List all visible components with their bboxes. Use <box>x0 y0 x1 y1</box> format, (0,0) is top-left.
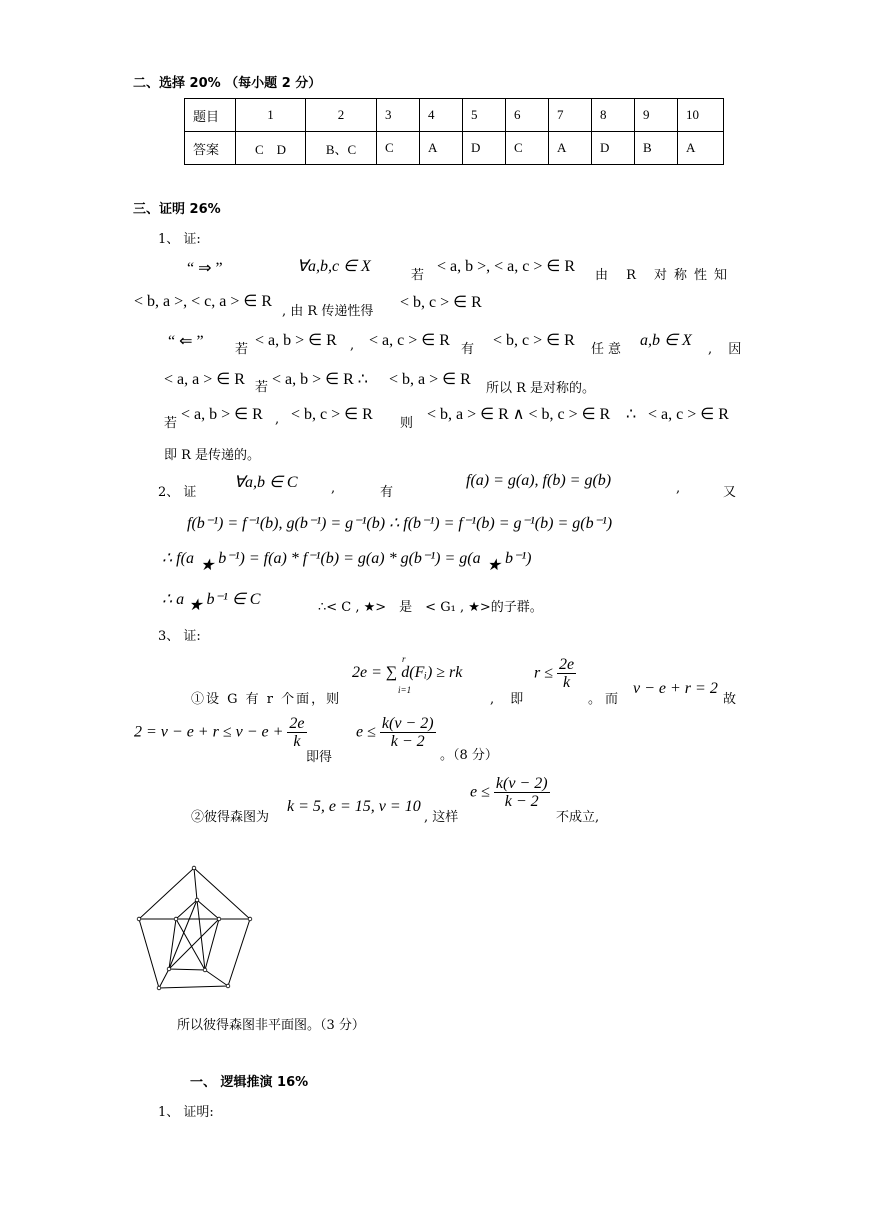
math-expression: ∀a,b,c ∈ X <box>297 258 371 275</box>
text: ∴< C , ★> 是 < G₁ , ★>的子群。 <box>318 600 543 615</box>
fraction-denominator: k − 2 <box>504 793 539 810</box>
answer-table <box>184 98 724 165</box>
table-cell: A <box>420 132 463 165</box>
table-row-label: 题目 <box>185 99 236 132</box>
text: 任意 <box>591 342 626 357</box>
table-cell: 10 <box>678 99 724 132</box>
math-expression: < a, b >, < a, c > ∈ R <box>437 258 576 275</box>
text: , 这样 <box>424 810 459 825</box>
star-icon: ★ <box>199 557 215 574</box>
fraction-denominator: k <box>293 733 301 750</box>
math-expression: < b, a > ∈ R ∧ < b, c > ∈ R <box>427 406 611 423</box>
text: 又 <box>723 485 737 500</box>
math-expression: < a, b > ∈ R <box>255 332 337 349</box>
text: 若 <box>235 342 249 357</box>
math-fragment: ∴ f(a <box>162 550 194 567</box>
table-cell: 3 <box>377 99 420 132</box>
math-expression: a,b ∈ X <box>640 332 692 349</box>
text: , 由 R 传递性得 <box>282 304 374 319</box>
table-cell: D <box>463 132 506 165</box>
fraction-denominator: k <box>563 674 571 691</box>
fraction-expression <box>534 656 576 691</box>
text: 。而 <box>588 692 623 707</box>
math-expression: < b, c > ∈ R <box>400 294 482 311</box>
math-expression <box>162 589 261 614</box>
table-cell: 8 <box>592 99 635 132</box>
text: , <box>676 481 681 496</box>
math-expression: f(a) = g(a), f(b) = g(b) <box>466 472 612 489</box>
text: 所以彼得森图非平面图。（3 分） <box>177 1018 365 1033</box>
math-expression: f(b⁻¹) = f⁻¹(b), g(b⁻¹) = g⁻¹(b) ∴ f(b⁻¹) = f⁻¹(b) = g⁻¹(b) = g(b⁻¹) <box>187 515 613 532</box>
table-cell: C <box>506 132 549 165</box>
fraction <box>287 715 306 750</box>
fraction-numerator: k(v − 2) <box>381 715 434 732</box>
sum-lower-limit: i=1 <box>398 685 412 695</box>
text: 有 <box>380 485 394 500</box>
fraction-numerator: 2e <box>559 656 575 673</box>
fraction-expression <box>470 775 550 810</box>
table-cell: D <box>592 132 635 165</box>
text: ②彼得森图为 <box>191 810 270 825</box>
table-cell: 1 <box>236 99 306 132</box>
math-expression: 2e = ∑ d(Fᵢ) ≥ rk <box>352 664 463 681</box>
math-expression: < b, a >, < c, a > ∈ R <box>134 293 273 310</box>
fraction-numerator: 2e <box>289 715 305 732</box>
table-cell: B <box>635 132 678 165</box>
section-3-heading: 三、证明 26% <box>133 202 221 217</box>
text: , <box>331 481 336 496</box>
sum-upper-limit: r <box>402 654 406 664</box>
text: , <box>275 412 280 427</box>
math-expression: < a, c > ∈ R <box>648 406 729 423</box>
text: 有 <box>461 342 475 357</box>
fraction-numerator: k(v − 2) <box>495 775 548 792</box>
text: 则 <box>400 416 414 431</box>
table-cell: 6 <box>506 99 549 132</box>
table-row-label: 答案 <box>185 132 236 165</box>
text: , 因 <box>708 342 748 357</box>
table-cell: 9 <box>635 99 678 132</box>
fraction <box>380 715 436 750</box>
star-icon: ★ <box>486 557 501 574</box>
math-expression: < b, c > ∈ R <box>493 332 575 349</box>
math-expression: < b, c > ∈ R <box>291 406 373 423</box>
text: , <box>350 338 355 353</box>
fraction-expression <box>356 715 436 750</box>
proof-2-label: 2、 证 <box>158 485 197 500</box>
math-fragment: ∴ a <box>162 591 185 608</box>
math-expression: ∀a,b ∈ C <box>234 474 298 491</box>
section-2-heading: 二、选择 20% （每小题 2 分） <box>133 76 322 91</box>
math-fragment: b⁻¹) <box>504 550 532 567</box>
math-fragment: r ≤ <box>534 664 554 682</box>
table-cell: C <box>377 132 420 165</box>
fraction <box>494 775 550 810</box>
text: 若 <box>411 268 425 283</box>
table-cell: A <box>678 132 724 165</box>
table-cell: A <box>549 132 592 165</box>
table-cell: 7 <box>549 99 592 132</box>
text: 。（8 分） <box>440 748 498 763</box>
proof-label: 1、 证明: <box>158 1105 214 1120</box>
text: , 即 <box>490 692 530 707</box>
table-cell: C D <box>236 132 306 165</box>
math-fragment: b⁻¹ ∈ C <box>206 591 261 608</box>
math-expression: < a, c > ∈ R <box>369 332 450 349</box>
text: 由 R 对称性知 <box>595 268 735 283</box>
table-cell: B、C <box>306 132 377 165</box>
proof-1-backward-arrow: “ ⇐ ” <box>168 333 204 350</box>
table-cell: 2 <box>306 99 377 132</box>
text: 即得 <box>306 750 333 765</box>
math-expression <box>162 548 532 574</box>
math-expression: ∴ <box>626 406 637 423</box>
text: 若 <box>255 380 269 395</box>
table-cell: 4 <box>420 99 463 132</box>
section-1-heading: 一、 逻辑推演 16% <box>190 1075 309 1090</box>
math-fragment: e ≤ <box>470 783 490 801</box>
table-cell: 5 <box>463 99 506 132</box>
math-fragment: b⁻¹) = f(a) * f⁻¹(b) = g(a) * g(b⁻¹) = g(a <box>218 550 481 567</box>
table-row-answers <box>185 132 724 165</box>
fraction-denominator: k − 2 <box>390 733 425 750</box>
text: 不成立, <box>556 810 600 825</box>
petersen-graph <box>130 860 260 1000</box>
math-fragment: e ≤ <box>356 723 376 741</box>
math-expression: < a, b > ∈ R ∴ <box>272 371 368 388</box>
proof-3-label: 3、 证: <box>158 629 201 644</box>
math-fragment: 2 = v − e + r ≤ v − e + <box>134 723 284 741</box>
math-expression: v − e + r = 2 <box>633 680 718 697</box>
text: 故 <box>723 692 737 707</box>
text: 所以 R 是对称的。 <box>486 381 596 396</box>
fraction <box>557 656 576 691</box>
text: 若 <box>164 416 178 431</box>
star-icon: ★ <box>188 597 203 614</box>
math-expression: k = 5, e = 15, v = 10 <box>287 798 421 815</box>
math-expression: < b, a > ∈ R <box>389 371 471 388</box>
text: ①设 G 有 r 个面，则 <box>191 692 342 707</box>
table-row-questions <box>185 99 724 132</box>
proof-1-forward-arrow: “ ⇒ ” <box>187 260 223 277</box>
text: 即 R 是传递的。 <box>164 448 261 463</box>
proof-1-label: 1、 证: <box>158 232 201 247</box>
math-expression: < a, a > ∈ R <box>164 371 245 388</box>
fraction-expression <box>134 715 307 750</box>
math-expression: < a, b > ∈ R <box>181 406 263 423</box>
